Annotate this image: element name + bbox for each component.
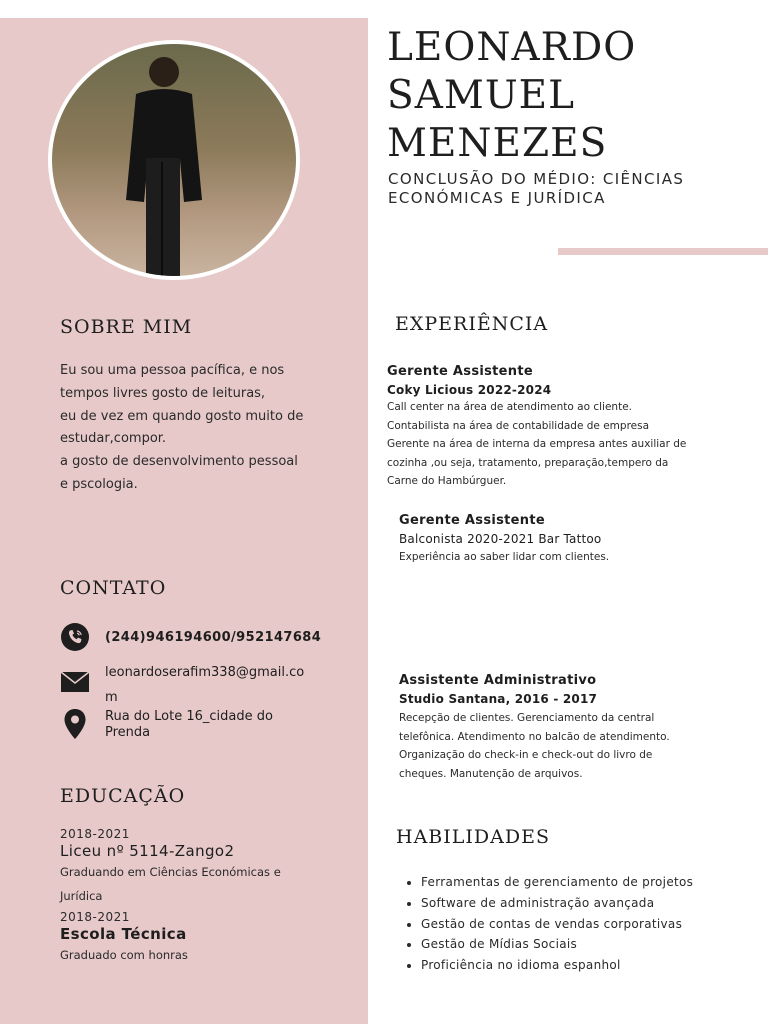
experience-heading: EXPERIÊNCIA [395, 313, 549, 335]
contact-email-line: leonardoserafim338@gmail.co [105, 665, 305, 680]
contact-email [105, 660, 304, 710]
education-detail: Jurídica [60, 889, 103, 903]
skill-item: • Software de administração avançada [421, 893, 693, 914]
contact-address-line: Prenda [105, 725, 151, 740]
about-heading: SOBRE MIM [60, 316, 193, 338]
education-item [60, 910, 340, 967]
education-detail: Graduado com honras [60, 948, 188, 962]
person-figure-icon [114, 50, 210, 280]
about-line: eu de vez em quando gosto muito de [60, 408, 304, 424]
name-line-middle: SAMUEL [387, 73, 576, 118]
skill-item: • Ferramentas de gerenciamento de projetos [421, 872, 693, 893]
accent-bar [558, 248, 768, 255]
experience-item [399, 673, 719, 783]
job-description-line: Contabilista na área de contabilidade de empresa [387, 419, 650, 432]
education-year: 2018-2021 [60, 827, 130, 841]
about-line: e pscologia. [60, 476, 138, 492]
job-title: Assistente Administrativo [399, 673, 597, 688]
map-pin-icon [60, 709, 90, 739]
job-description-line: Call center na área de atendimento ao cliente. [387, 401, 633, 413]
contact-email-line: m [105, 690, 118, 705]
skills-heading: HABILIDADES [396, 826, 550, 848]
name-line-first: LEONARDO [387, 25, 637, 70]
education-school: Liceu nº 5114-Zango2 [60, 842, 235, 860]
contact-address-row [60, 709, 90, 739]
about-line: estudar,compor. [60, 431, 167, 447]
experience-item [387, 364, 707, 491]
about-line: a gosto de desenvolvimento pessoal [60, 454, 298, 470]
phone-icon [60, 622, 90, 652]
candidate-name [387, 24, 636, 168]
education-item [60, 827, 340, 908]
job-description-line: telefônica. Atendimento no balcão de atendimento. [399, 730, 670, 743]
job-description [399, 709, 719, 783]
education-heading: EDUCAÇÃO [60, 785, 186, 807]
job-description-line: cozinha ,ou seja, tratamento, preparação,tempero da [387, 456, 669, 469]
job-description-line: Recepção de clientes. Gerenciamento da central [399, 712, 655, 724]
job-description-line: Gerente na área de interna da empresa antes auxiliar de [387, 438, 687, 450]
contact-phone: (244)946194600/952147684 [105, 630, 322, 645]
contact-heading: CONTATO [60, 577, 167, 599]
skill-item: • Proficiência no idioma espanhol [421, 955, 693, 976]
contact-email-row [60, 667, 90, 697]
experience-item [399, 513, 719, 567]
education-school: Escola Técnica [60, 925, 187, 943]
envelope-icon [60, 667, 90, 697]
job-company: Balconista 2020-2021 Bar Tattoo [399, 532, 602, 546]
job-description-line: cheques. Manutenção de arquivos. [399, 767, 583, 780]
skill-item: • Gestão de contas de vendas corporativas [421, 914, 693, 935]
job-title: Gerente Assistente [387, 364, 533, 379]
skills-list [405, 872, 693, 976]
education-detail: Graduando em Ciências Económicas e [60, 865, 281, 879]
candidate-subtitle: CONCLUSÃO DO MÉDIO: CIÊNCIAS ECONÓMICAS E JURÍDICA [388, 170, 685, 207]
job-title: Gerente Assistente [399, 513, 545, 528]
about-line: Eu sou uma pessoa pacífica, e nos [60, 363, 285, 378]
job-description [387, 398, 707, 491]
job-company: Coky Licious 2022-2024 [387, 383, 552, 397]
name-line-last: MENEZES [387, 121, 608, 166]
skill-item: • Gestão de Mídias Sociais [421, 934, 693, 955]
job-description [399, 548, 719, 567]
about-line: tempos livres gosto de leituras, [60, 385, 266, 401]
job-description-line: Experiência ao saber lidar com clientes. [399, 551, 610, 563]
about-text [60, 360, 322, 497]
job-description-line: Carne do Hambúrguer. [387, 475, 507, 487]
profile-photo [48, 40, 300, 280]
contact-address-line: Rua do Lote 16_cidade do [105, 709, 273, 724]
job-company: Studio Santana, 2016 - 2017 [399, 692, 598, 706]
contact-phone-row [60, 622, 90, 652]
education-year: 2018-2021 [60, 910, 130, 924]
job-description-line: Organização do check-in e check-out do livro de [399, 749, 653, 761]
contact-address [105, 709, 273, 741]
